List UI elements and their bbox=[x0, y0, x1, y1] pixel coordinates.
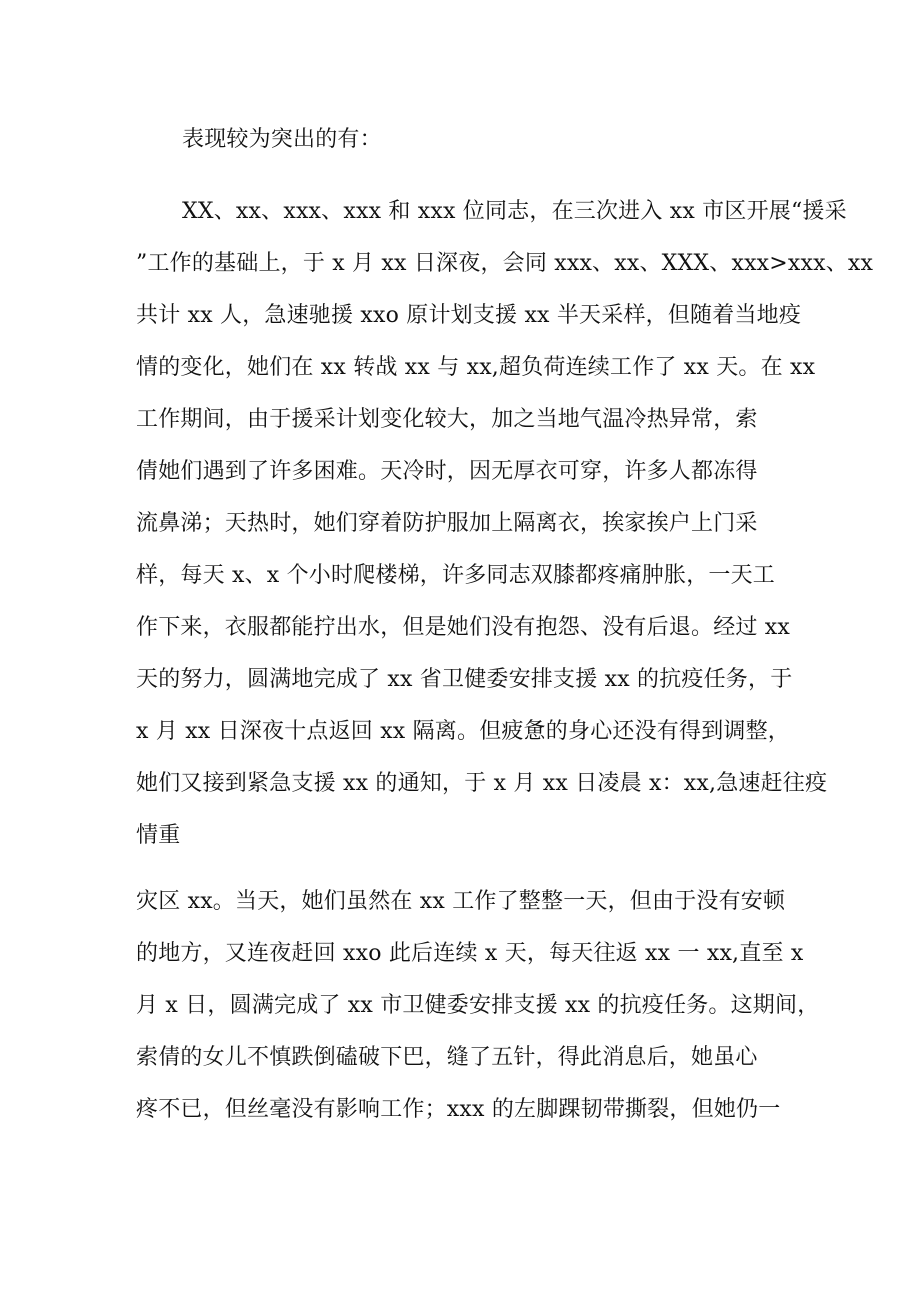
text-line: XX、xx、xxx、xxx 和 xxx 位同志，在三次进入 xx 市区开展“援采 bbox=[182, 199, 847, 224]
text-line: 情的变化，她们在 xx 转战 xx 与 xx,超负荷连续工作了 xx 天。在 xx bbox=[136, 355, 816, 380]
text-line: 作下来，衣服都能拧出水，但是她们没有抱怨、没有后退。经过 xx bbox=[136, 615, 791, 640]
text-line: 共计 xx 人，急速驰援 xxo 原计划支援 xx 半天采样，但随着当地疫 bbox=[136, 303, 802, 328]
text-line: 情重 bbox=[136, 823, 181, 848]
text-line: 样，每天 x、x 个小时爬楼梯，许多同志双膝都疼痛肿胀，一天工 bbox=[136, 563, 776, 588]
text-line: 流鼻涕；天热时，她们穿着防护服加上隔离衣，挨家挨户上门采 bbox=[136, 511, 758, 536]
text-line: 索倩的女儿不慎跌倒磕破下巴，缝了五针，得此消息后，她虽心 bbox=[136, 1045, 758, 1070]
text-line: 倩她们遇到了许多困难。天冷时，因无厚衣可穿，许多人都冻得 bbox=[136, 459, 758, 484]
text-line: 疼不已，但丝毫没有影响工作；xxx 的左脚踝韧带撕裂，但她仍一 bbox=[136, 1097, 781, 1122]
text-line: ”工作的基础上，于 x 月 xx 日深夜，会同 xxx、xx、XXX、xxx>xxx、xx bbox=[136, 251, 874, 276]
text-line: 灾区 xx。当天，她们虽然在 xx 工作了整整一天，但由于没有安顿 bbox=[136, 889, 786, 914]
text-line: 月 x 日，圆满完成了 xx 市卫健委安排支援 xx 的抗疫任务。这期间， bbox=[136, 993, 820, 1018]
text-line-intro: 表现较为突出的有： bbox=[182, 127, 382, 152]
text-line: 的地方，又连夜赶回 xxo 此后连续 x 天，每天往返 xx 一 xx,直至 x bbox=[136, 941, 804, 966]
text-line: 工作期间，由于援采计划变化较大，加之当地气温冷热异常，索 bbox=[136, 407, 758, 432]
text-line: 她们又接到紧急支援 xx 的通知，于 x 月 xx 日凌晨 x：xx,急速赶往疫 bbox=[136, 771, 828, 796]
text-line: 天的努力，圆满地完成了 xx 省卫健委安排支援 xx 的抗疫任务，于 bbox=[136, 667, 793, 692]
text-line: x 月 xx 日深夜十点返回 xx 隔离。但疲惫的身心还没有得到调整， bbox=[136, 719, 791, 744]
